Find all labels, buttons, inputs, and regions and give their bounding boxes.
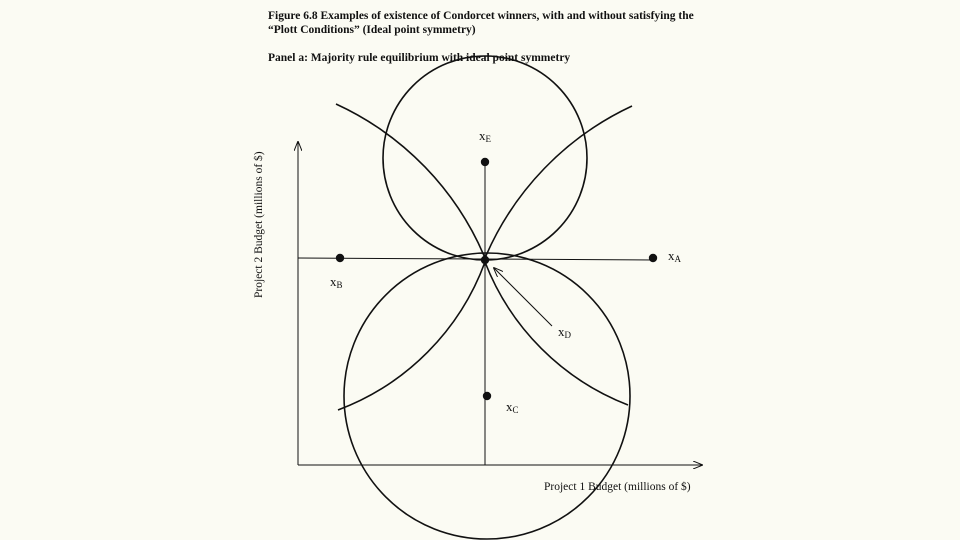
figure-title-line-1: Figure 6.8 Examples of existence of Condorcet winners, with and without satisfying the: [268, 10, 694, 22]
indifference-arc-c-left: [338, 262, 485, 410]
equilibrium-point: [481, 256, 489, 264]
figure-title-line-2: “Plott Conditions” (Ideal point symmetry): [268, 24, 476, 36]
point-x-e: [481, 158, 489, 166]
point-x-b: [336, 254, 344, 262]
indifference-arc-c-right: [485, 262, 628, 405]
arrow-d-to-equilibrium: [494, 268, 552, 326]
indifference-arc-b: [336, 104, 485, 258]
label-x-b: $x_B$: [330, 274, 343, 290]
x-axis-label: Project 1 Budget (millions of $): [544, 481, 691, 493]
point-x-c: [483, 392, 491, 400]
panel-title: Panel a: Majority rule equilibrium with ideal point symmetry: [268, 52, 571, 64]
label-x-c: $x_C$: [506, 399, 519, 415]
label-x-e: $x_E$: [479, 128, 491, 144]
label-x-d: $x_D$: [558, 324, 571, 340]
point-x-a: [649, 254, 657, 262]
indifference-arc-a: [485, 106, 632, 258]
y-axis-label: Project 2 Budget (millions of $): [253, 151, 265, 298]
label-x-a: $x_A$: [668, 248, 681, 264]
